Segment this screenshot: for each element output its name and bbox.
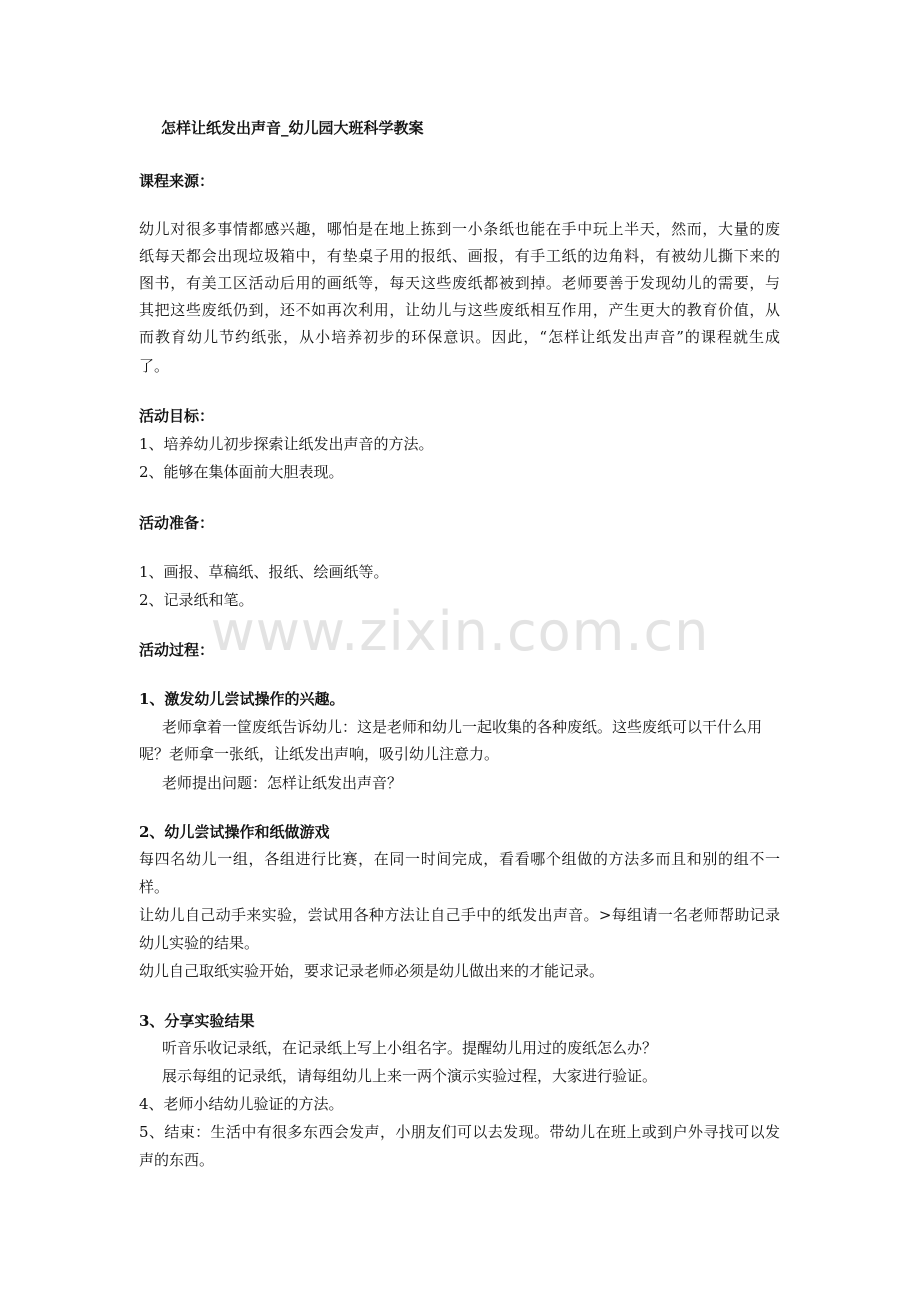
step5-line: 5、结束：生活中有很多东西会发声，小朋友们可以去发现。带幼儿在班上或到户外寻找可以发 xyxy=(139,1123,780,1141)
step4-line: 4、老师小结幼儿验证的方法。 xyxy=(139,1095,344,1113)
goal-item: 2、能够在集体面前大胆表现。 xyxy=(139,463,344,481)
goal-item: 1、培养幼儿初步探索让纸发出声音的方法。 xyxy=(139,435,434,453)
step1-line: 老师拿着一筐废纸告诉幼儿：这是老师和幼儿一起收集的各种废纸。这些废纸可以干什么用 xyxy=(162,718,763,736)
source-heading: 课程来源： xyxy=(139,172,215,190)
goals-heading: 活动目标： xyxy=(139,407,215,425)
source-line: 了。 xyxy=(139,357,170,375)
step1-line: 老师提出问题：怎样让纸发出声音？ xyxy=(162,774,403,792)
prep-item: 1、画报、草稿纸、报纸、绘画纸等。 xyxy=(139,563,389,581)
step2-line: 幼儿自己取纸实验开始，要求记录老师必须是幼儿做出来的才能记录。 xyxy=(139,962,605,980)
source-line: 而教育幼儿节约纸张，从小培养初步的环保意识。因此，“怎样让纸发出声音”的课程就生成 xyxy=(139,328,780,346)
source-line: 幼儿对很多事情都感兴趣，哪怕是在地上拣到一小条纸也能在手中玩上半天，然而，大量的废 xyxy=(139,220,780,238)
step3-line: 展示每组的记录纸，请每组幼儿上来一两个演示实验过程，大家进行验证。 xyxy=(162,1067,658,1085)
step1-line: 呢？老师拿一张纸，让纸发出声响，吸引幼儿注意力。 xyxy=(139,745,500,763)
step2-line: 样。 xyxy=(139,878,170,896)
step3-heading: 3、分享实验结果 xyxy=(139,1012,255,1030)
step2-line: 每四名幼儿一组，各组进行比赛，在同一时间完成，看看哪个组做的方法多而且和别的组不一 xyxy=(139,850,780,868)
source-line: 纸每天都会出现垃圾箱中，有垫桌子用的报纸、画报，有手工纸的边角料，有被幼儿撕下来的 xyxy=(139,247,780,265)
step5-line: 声的东西。 xyxy=(139,1151,215,1169)
source-line: 其把这些废纸仍到，还不如再次利用，让幼儿与这些废纸相互作用，产生更大的教育价值，从 xyxy=(139,301,780,319)
prep-item: 2、记录纸和笔。 xyxy=(139,591,254,609)
process-heading: 活动过程： xyxy=(139,641,215,659)
step2-heading: 2、幼儿尝试操作和纸做游戏 xyxy=(139,823,330,841)
watermark: www.zixin.com.cn xyxy=(210,600,710,663)
prep-heading: 活动准备： xyxy=(139,514,215,532)
step1-heading: 1、激发幼儿尝试操作的兴趣。 xyxy=(139,690,345,708)
step2-line: 让幼儿自己动手来实验，尝试用各种方法让自己手中的纸发出声音。>每组请一名老师帮助记录 xyxy=(139,906,780,924)
step3-line: 听音乐收记录纸，在记录纸上写上小组名字。提醒幼儿用过的废纸怎么办？ xyxy=(162,1039,658,1057)
step2-line: 幼儿实验的结果。 xyxy=(139,934,260,952)
document-title: 怎样让纸发出声音_幼儿园大班科学教案 xyxy=(161,119,424,137)
source-line: 图书，有美工区活动后用的画纸等，每天这些废纸都被到掉。老师要善于发现幼儿的需要，与 xyxy=(139,274,780,292)
